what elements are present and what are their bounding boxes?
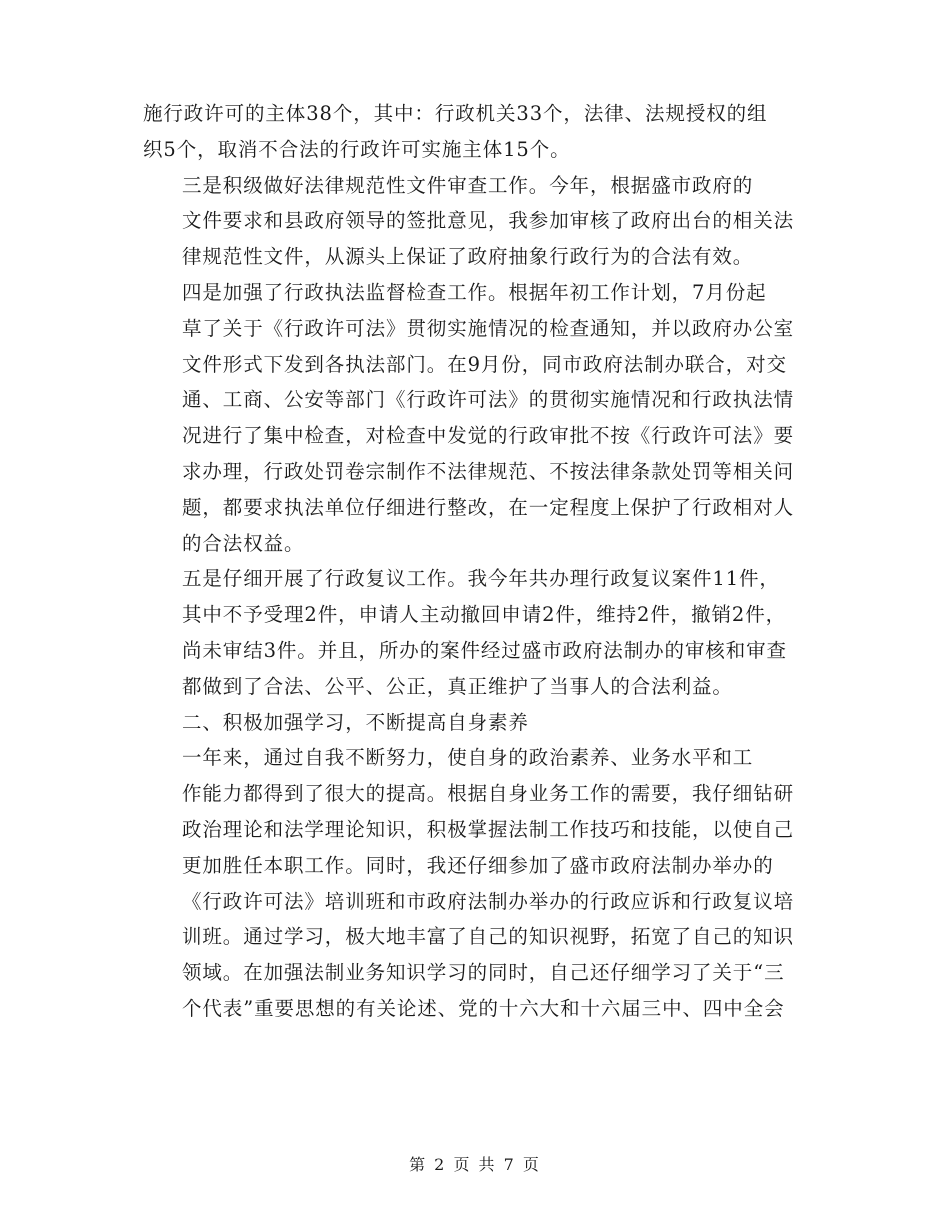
text-line: 五是仔细开展了行政复议工作。我今年共办理行政复议案件11件， [182,567,780,591]
text-line: 更加胜任本职工作。同时，我还仔细参加了盛市政府法制办举办的 [182,853,774,877]
paragraph [143,705,815,741]
text-line: 求办理，行政处罚卷宗制作不法律规范、不按法律条款处罚等相关问 [182,459,795,483]
paragraph [143,168,815,275]
text-line: 四是加强了行政执法监督检查工作。根据年初工作计划，7月份起 [182,280,767,304]
text-line: 二、积极加强学习，不断提高自身素养 [182,710,529,734]
text-line: 三是积级做好法律规范性文件审查工作。今年，根据盛市政府的 [182,173,754,197]
paragraph [143,96,815,168]
text-line: 领域。在加强法制业务知识学习的同时，自己还仔细学习了关于“三 [182,961,785,985]
paragraph [143,561,815,704]
text-line: 况进行了集中检查，对检查中发觉的行政审批不按《行政许可法》要 [182,424,795,448]
paragraph [143,740,815,1026]
text-line: 《行政许可法》培训班和市政府法制办举办的行政应诉和行政复议培 [182,889,795,913]
text-line: 个代表”重要思想的有关论述、党的十六大和十六届三中、四中全会 [182,996,785,1020]
text-line: 训班。通过学习，极大地丰富了自己的知识视野，拓宽了自己的知识 [182,925,795,949]
text-line: 题，都要求执法单位仔细进行整改，在一定程度上保护了行政相对人 [182,495,795,519]
text-line: 织5个，取消不合法的行政许可实施主体15个。 [143,137,571,161]
text-line: 其中不予受理2件，申请人主动撤回申请2件，维持2件，撤销2件， [182,603,787,627]
text-line: 一年来，通过自我不断努力，使自身的政治素养、业务水平和工 [182,746,754,770]
text-line: 作能力都得到了很大的提高。根据自身业务工作的需要，我仔细钻研 [182,782,795,806]
text-line: 文件要求和县政府领导的签批意见，我参加审核了政府出台的相关法 [182,209,795,233]
text-line: 的合法权益。 [182,531,305,555]
text-line: 草了关于《行政许可法》贯彻实施情况的检查通知，并以政府办公室 [182,316,795,340]
text-line: 通、工商、公安等部门《行政许可法》的贯彻实施情况和行政执法情 [182,388,795,412]
text-line: 尚未审结3件。并且，所办的案件经过盛市政府法制办的审核和审查 [182,638,787,662]
text-line: 政治理论和法学理论知识，积极掌握法制工作技巧和技能，以使自己 [182,817,795,841]
document-body [143,96,815,1027]
paragraph [143,275,815,561]
text-line: 律规范性文件，从源头上保证了政府抽象行政行为的合法有效。 [182,245,754,269]
text-line: 都做到了合法、公平、公正，真正维护了当事人的合法利益。 [182,674,733,698]
text-line: 施行政许可的主体38个，其中：行政机关33个，法律、法规授权的组 [143,102,768,125]
text-line: 文件形式下发到各执法部门。在9月份，同市政府法制办联合，对交 [182,352,787,376]
page-number-footer: 第 2 页 共 7 页 [409,1155,541,1174]
